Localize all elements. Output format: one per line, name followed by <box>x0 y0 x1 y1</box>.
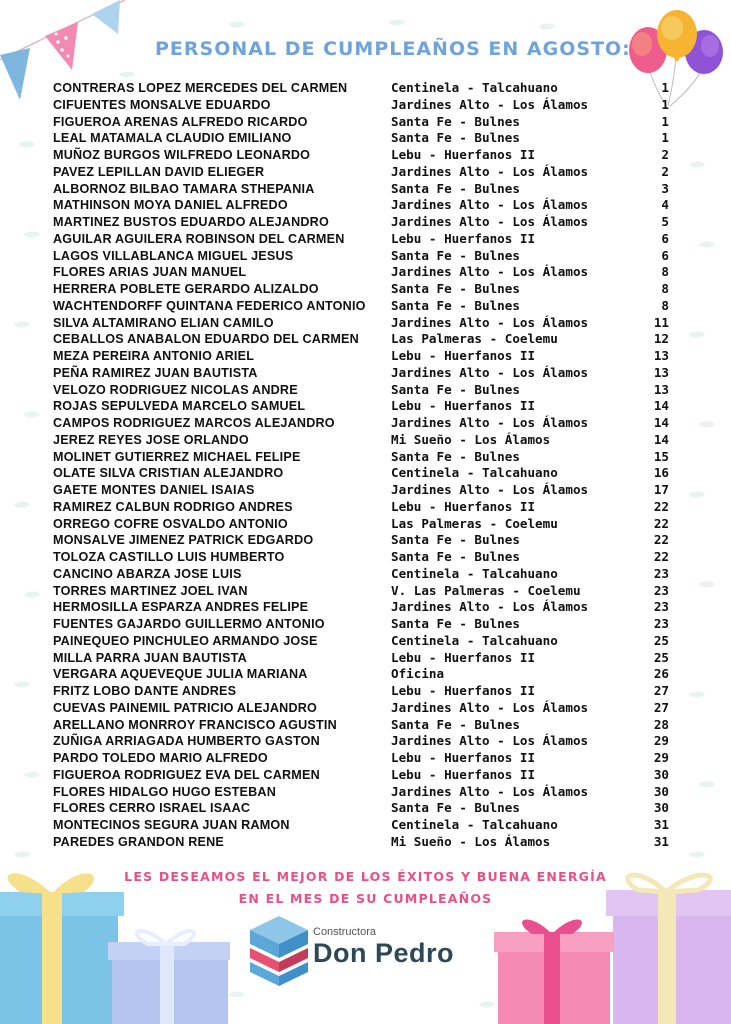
leaf-decoration <box>539 19 556 34</box>
employee-location: Jardines Alto - Los Álamos <box>391 214 589 229</box>
employee-location: Jardines Alto - Los Álamos <box>391 733 589 749</box>
employee-name: PAREDES GRANDON RENE <box>53 834 225 849</box>
birthday-day: 16 <box>653 465 669 481</box>
birthday-day: 22 <box>653 515 669 531</box>
birthday-day: 22 <box>653 549 669 564</box>
table-row <box>53 633 669 650</box>
birthday-day: 31 <box>653 817 669 832</box>
employee-name: ZUÑIGA ARRIAGADA HUMBERTO GASTON <box>53 734 320 749</box>
table-row <box>53 432 669 449</box>
birthday-day: 8 <box>661 297 669 313</box>
table-row <box>53 817 669 834</box>
birthday-day: 11 <box>653 314 669 330</box>
birthday-day: 25 <box>653 649 669 665</box>
table-row <box>53 298 669 315</box>
table-row <box>53 415 669 432</box>
employee-location: Las Palmeras - Coelemu <box>391 331 558 347</box>
birthday-day: 13 <box>653 364 669 380</box>
table-row <box>53 733 669 750</box>
employee-name: FLORES CERRO ISRAEL ISAAC <box>53 801 251 816</box>
birthday-day: 4 <box>661 197 669 213</box>
leaf-decoration <box>14 847 31 862</box>
employee-name: ROJAS SEPULVEDA MARCELO SAMUEL <box>53 399 306 414</box>
employee-name: MARTINEZ BUSTOS EDUARDO ALEJANDRO <box>53 215 329 229</box>
birthday-day: 1 <box>661 80 669 95</box>
employee-name: SILVA ALTAMIRANO ELIAN CAMILO <box>53 315 274 330</box>
birthday-day: 6 <box>661 247 669 263</box>
employee-name: MONTECINOS SEGURA JUAN RAMON <box>53 818 290 832</box>
employee-location: Santa Fe - Bulnes <box>391 549 520 564</box>
birthday-day: 26 <box>653 666 669 682</box>
employee-name: FRITZ LOBO DANTE ANDRES <box>53 684 237 698</box>
table-row <box>53 499 669 516</box>
leaf-decoration <box>24 227 41 242</box>
employee-location: Lebu - Huerfanos II <box>391 766 536 782</box>
employee-name: LAGOS VILLABLANCA MIGUEL JESUS <box>53 248 294 263</box>
birthday-table <box>53 80 669 851</box>
table-row <box>53 80 669 97</box>
employee-name: CIFUENTES MONSALVE EDUARDO <box>53 97 271 112</box>
employee-location: Las Palmeras - Coelemu <box>391 515 558 531</box>
employee-location: Centinela - Talcahuano <box>391 465 558 481</box>
employee-name: MUÑOZ BURGOS WILFREDO LEONARDO <box>53 148 311 162</box>
birthday-day: 2 <box>661 147 669 162</box>
table-row <box>53 248 669 265</box>
employee-name: TORRES MARTINEZ JOEL IVAN <box>53 583 248 598</box>
birthday-day: 28 <box>653 716 669 732</box>
brand-name: Don Pedro <box>313 938 455 968</box>
gift-box-icon <box>488 860 731 1024</box>
birthday-day: 17 <box>653 482 669 497</box>
employee-location: Lebu - Huerfanos II <box>391 398 536 414</box>
table-row <box>53 750 669 767</box>
table-row <box>53 147 669 164</box>
table-row <box>53 398 669 415</box>
greeting-line-2: EN EL MES DE SU CUMPLEAÑOS <box>238 891 493 906</box>
employee-name: FUENTES GAJARDO GUILLERMO ANTONIO <box>53 617 325 631</box>
birthday-day: 23 <box>653 582 669 598</box>
employee-location: Santa Fe - Bulnes <box>391 448 520 464</box>
employee-location: Jardines Alto - Los Álamos <box>391 699 589 715</box>
birthday-day: 22 <box>653 532 669 548</box>
leaf-decoration <box>699 777 716 792</box>
table-row <box>53 532 669 549</box>
leaf-decoration <box>689 487 706 502</box>
employee-location: Centinela - Talcahuano <box>391 632 558 648</box>
leaf-decoration <box>699 417 716 432</box>
birthday-day: 23 <box>653 616 669 631</box>
employee-location: Jardines Alto - Los Álamos <box>391 599 589 615</box>
employee-location: Santa Fe - Bulnes <box>391 247 520 263</box>
employee-name: HERRERA POBLETE GERARDO ALIZALDO <box>53 282 319 296</box>
table-row <box>53 717 669 734</box>
table-row <box>53 264 669 281</box>
employee-location: Santa Fe - Bulnes <box>391 297 520 313</box>
employee-name: JEREZ REYES JOSE ORLANDO <box>53 432 249 447</box>
leaf-decoration <box>389 15 406 30</box>
employee-name: FIGUEROA RODRIGUEZ EVA DEL CARMEN <box>53 767 320 782</box>
birthday-day: 1 <box>661 113 669 129</box>
employee-location: Jardines Alto - Los Álamos <box>391 482 589 497</box>
table-row <box>53 164 669 181</box>
leaf-decoration <box>699 577 716 592</box>
birthday-day: 31 <box>653 833 669 849</box>
employee-location: Jardines Alto - Los Álamos <box>391 314 589 330</box>
employee-name: MEZA PEREIRA ANTONIO ARIEL <box>53 349 255 363</box>
birthday-rows <box>53 80 669 851</box>
birthday-day: 1 <box>661 96 669 112</box>
employee-name: AGUILAR AGUILERA ROBINSON DEL CARMEN <box>53 231 345 246</box>
gift-box-icon <box>0 862 240 1024</box>
employee-location: Lebu - Huerfanos II <box>391 750 536 765</box>
table-row <box>53 650 669 667</box>
employee-name: MONSALVE JIMENEZ PATRICK EDGARDO <box>53 533 314 548</box>
employee-name: OLATE SILVA CRISTIAN ALEJANDRO <box>53 466 284 481</box>
employee-location: Santa Fe - Bulnes <box>391 130 520 146</box>
employee-name: TOLOZA CASTILLO LUIS HUMBERTO <box>53 550 285 564</box>
employee-name: VERGARA AQUEVEQUE JULIA MARIANA <box>53 667 308 682</box>
page-title: PERSONAL DE CUMPLEAÑOS EN AGOSTO: <box>155 38 631 60</box>
table-row <box>53 700 669 717</box>
employee-name: LEAL MATAMALA CLAUDIO EMILIANO <box>53 131 292 146</box>
birthday-day: 14 <box>653 415 669 430</box>
employee-name: MATHINSON MOYA DANIEL ALFREDO <box>53 198 288 213</box>
birthday-day: 30 <box>653 800 669 816</box>
employee-location: Santa Fe - Bulnes <box>391 381 520 397</box>
employee-location: Santa Fe - Bulnes <box>391 113 520 129</box>
employee-name: FLORES HIDALGO HUGO ESTEBAN <box>53 784 276 799</box>
birthday-day: 30 <box>653 783 669 799</box>
birthday-day: 23 <box>653 565 669 581</box>
table-row <box>53 767 669 784</box>
employee-name: FIGUEROA ARENAS ALFREDO RICARDO <box>53 114 308 129</box>
birthday-day: 8 <box>661 281 669 296</box>
employee-name: HERMOSILLA ESPARZA ANDRES FELIPE <box>53 600 309 615</box>
table-row <box>53 281 669 298</box>
employee-name: MILLA PARRA JUAN BAUTISTA <box>53 650 247 665</box>
leaf-decoration <box>24 587 41 602</box>
table-row <box>53 348 669 365</box>
employee-location: Jardines Alto - Los Álamos <box>391 783 589 799</box>
logo-cube-icon <box>248 914 310 990</box>
employee-name: RAMIREZ CALBUN RODRIGO ANDRES <box>53 499 293 514</box>
employee-location: Centinela - Talcahuano <box>391 565 558 581</box>
birthday-day: 14 <box>653 398 669 414</box>
table-row <box>53 382 669 399</box>
table-row <box>53 516 669 533</box>
table-row <box>53 130 669 147</box>
employee-name: CAMPOS RODRIGUEZ MARCOS ALEJANDRO <box>53 416 335 430</box>
table-row <box>53 365 669 382</box>
employee-location: Jardines Alto - Los Álamos <box>391 197 589 213</box>
employee-name: CONTRERAS LOPEZ MERCEDES DEL CARMEN <box>53 81 348 95</box>
employee-name: CUEVAS PAINEMIL PATRICIO ALEJANDRO <box>53 700 318 715</box>
brand-subtitle: Constructora <box>313 926 376 938</box>
employee-name: CANCINO ABARZA JOSE LUIS <box>53 566 242 581</box>
employee-location: Santa Fe - Bulnes <box>391 180 520 196</box>
employee-location: Santa Fe - Bulnes <box>391 716 520 732</box>
table-row <box>53 181 669 198</box>
table-row <box>53 315 669 332</box>
employee-name: GAETE MONTES DANIEL ISAIAS <box>53 483 255 497</box>
employee-location: Oficina <box>391 666 445 682</box>
birthday-day: 13 <box>653 381 669 397</box>
table-row <box>53 449 669 466</box>
employee-name: FLORES ARIAS JUAN MANUEL <box>53 265 247 280</box>
employee-name: CEBALLOS ANABALON EDUARDO DEL CARMEN <box>53 332 359 347</box>
table-row <box>53 465 669 482</box>
employee-name: MOLINET GUTIERREZ MICHAEL FELIPE <box>53 449 301 464</box>
birthday-day: 22 <box>653 498 669 514</box>
greeting-line-1: LES DESEAMOS EL MEJOR DE LOS ÉXITOS Y BUENA ENERGÍA <box>124 869 607 884</box>
employee-location: Jardines Alto - Los Álamos <box>391 163 589 179</box>
table-row <box>53 566 669 583</box>
leaf-decoration <box>19 137 36 152</box>
leaf-decoration <box>14 317 31 332</box>
table-row <box>53 482 669 499</box>
table-row <box>53 214 669 231</box>
table-row <box>53 784 669 801</box>
table-row <box>53 331 669 348</box>
leaf-decoration <box>689 327 706 342</box>
employee-location: Santa Fe - Bulnes <box>391 800 520 816</box>
employee-name: VELOZO RODRIGUEZ NICOLAS ANDRE <box>53 382 298 397</box>
birthday-day: 29 <box>653 750 669 765</box>
employee-location: Lebu - Huerfanos II <box>391 348 536 363</box>
birthday-day: 23 <box>653 599 669 615</box>
birthday-day: 5 <box>661 214 669 229</box>
employee-name: PARDO TOLEDO MARIO ALFREDO <box>53 751 268 765</box>
employee-location: Jardines Alto - Los Álamos <box>391 415 589 430</box>
birthday-day: 27 <box>653 683 669 698</box>
employee-location: Santa Fe - Bulnes <box>391 281 520 296</box>
table-row <box>53 197 669 214</box>
table-row <box>53 683 669 700</box>
employee-location: Santa Fe - Bulnes <box>391 616 520 631</box>
employee-location: Lebu - Huerfanos II <box>391 683 536 698</box>
table-row <box>53 231 669 248</box>
employee-name: PAINEQUEO PINCHULEO ARMANDO JOSE <box>53 633 318 648</box>
birthday-day: 2 <box>661 163 669 179</box>
employee-location: Lebu - Huerfanos II <box>391 649 536 665</box>
table-row <box>53 616 669 633</box>
employee-name: PAVEZ LEPILLAN DAVID ELIEGER <box>53 164 265 179</box>
table-row <box>53 549 669 566</box>
birthday-day: 29 <box>653 733 669 749</box>
company-logo <box>248 912 478 992</box>
employee-location: V. Las Palmeras - Coelemu <box>391 582 581 598</box>
birthday-day: 15 <box>653 448 669 464</box>
employee-name: PEÑA RAMIREZ JUAN BAUTISTA <box>53 365 258 380</box>
birthday-day: 3 <box>661 180 669 196</box>
birthday-day: 14 <box>653 431 669 447</box>
leaf-decoration <box>24 407 41 422</box>
birthday-day: 1 <box>661 130 669 146</box>
employee-name: ORREGO COFRE OSVALDO ANTONIO <box>53 516 288 531</box>
birthday-day: 6 <box>661 230 669 246</box>
table-row <box>53 97 669 114</box>
table-row <box>53 666 669 683</box>
employee-name: WACHTENDORFF QUINTANA FEDERICO ANTONIO <box>53 298 366 313</box>
birthday-day: 27 <box>653 699 669 715</box>
leaf-decoration <box>14 497 31 512</box>
employee-location: Jardines Alto - Los Álamos <box>391 364 589 380</box>
employee-location: Mi Sueño - Los Álamos <box>391 431 551 447</box>
table-row <box>53 599 669 616</box>
birthday-day: 13 <box>653 348 669 363</box>
employee-name: ALBORNOZ BILBAO TAMARA STHEPANIA <box>53 181 315 196</box>
employee-location: Santa Fe - Bulnes <box>391 532 520 548</box>
table-row <box>53 583 669 600</box>
employee-location: Lebu - Huerfanos II <box>391 147 536 162</box>
employee-location: Centinela - Talcahuano <box>391 80 558 95</box>
employee-name: ARELLANO MONRROY FRANCISCO AGUSTIN <box>53 717 337 732</box>
leaf-decoration <box>689 157 706 172</box>
table-row <box>53 114 669 131</box>
table-row <box>53 834 669 851</box>
employee-location: Lebu - Huerfanos II <box>391 230 536 246</box>
leaf-decoration <box>689 687 706 702</box>
employee-location: Mi Sueño - Los Álamos <box>391 833 551 849</box>
employee-location: Jardines Alto - Los Álamos <box>391 264 589 280</box>
employee-location: Lebu - Huerfanos II <box>391 498 536 514</box>
birthday-day: 30 <box>653 766 669 782</box>
table-row <box>53 800 669 817</box>
leaf-decoration <box>24 767 41 782</box>
employee-location: Jardines Alto - Los Álamos <box>391 96 589 112</box>
employee-location: Centinela - Talcahuano <box>391 817 558 832</box>
birthday-day: 12 <box>653 331 669 347</box>
birthday-day: 8 <box>661 264 669 280</box>
leaf-decoration <box>14 677 31 692</box>
leaf-decoration <box>229 17 246 32</box>
leaf-decoration <box>699 237 716 252</box>
birthday-day: 25 <box>653 632 669 648</box>
